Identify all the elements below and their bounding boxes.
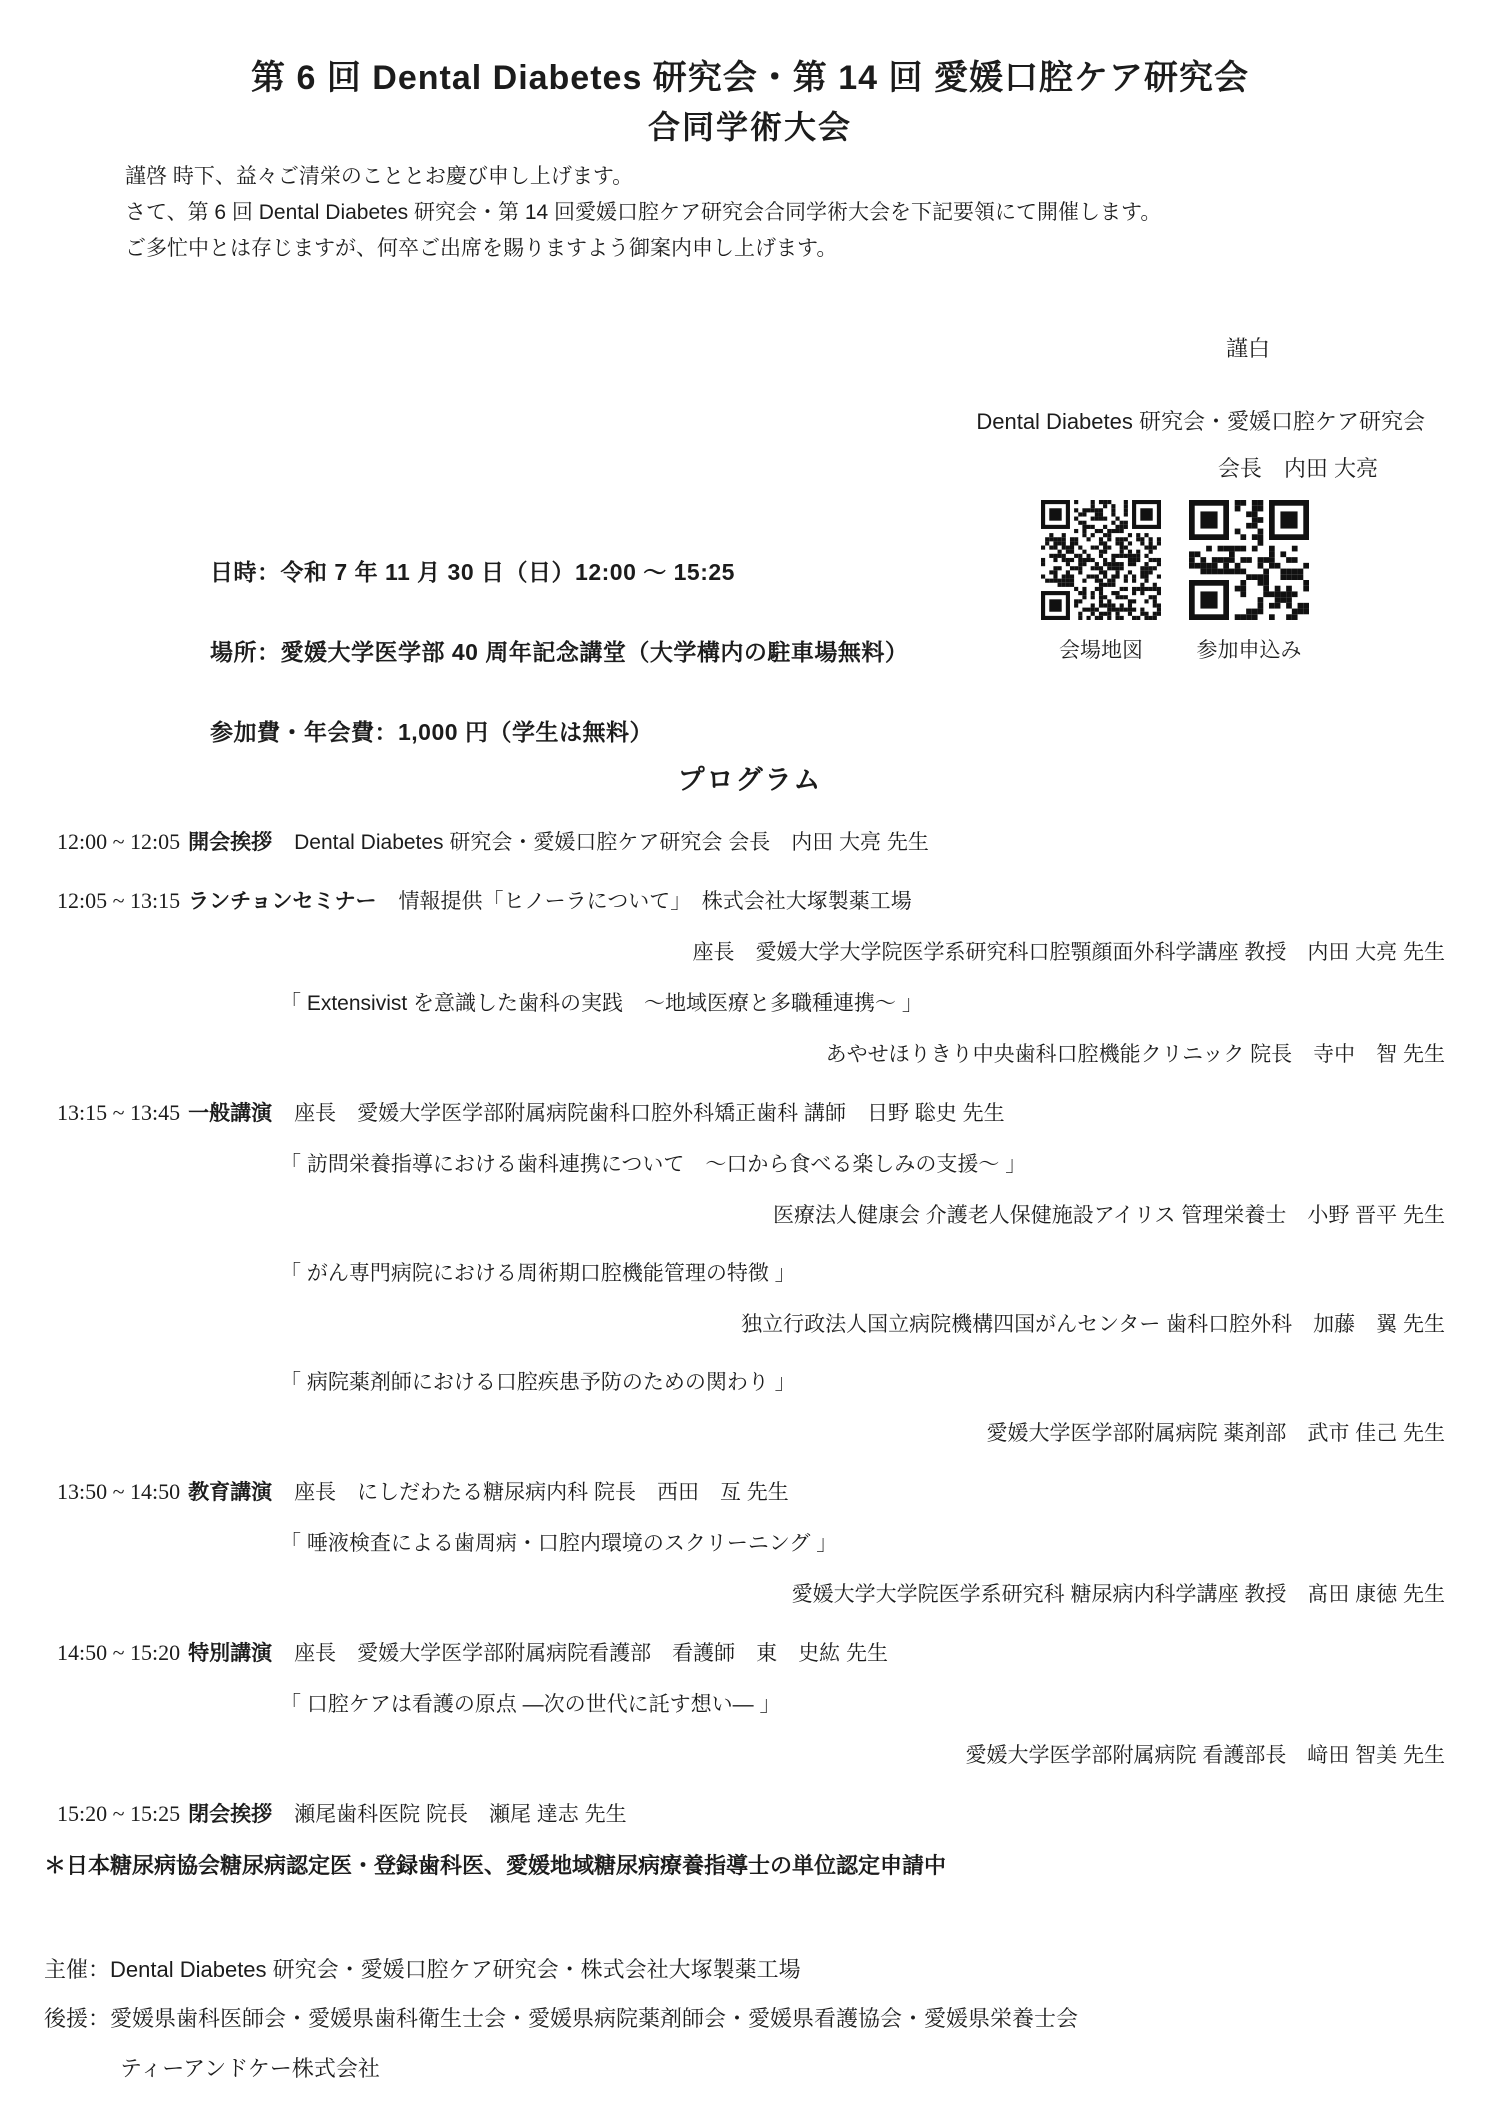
event-fee: 参加費・年会費：1,000 円（学生は無料） [210, 719, 653, 745]
signature-organization: Dental Diabetes 研究会・愛媛口腔ケア研究会 [976, 409, 1425, 434]
program-session-luncheon [0, 887, 1500, 916]
session-detail: Dental Diabetes 研究会・愛媛口腔ケア研究会 会長 内田 大亮 先生 [294, 831, 929, 854]
greeting-line-1: 謹啓 時下、益々ご清栄のこととお慶び申し上げます。 [125, 165, 634, 188]
session-detail: 情報提供「ヒノーラについて」 株式会社大塚製薬工場 [398, 890, 912, 913]
certification-note: ＊日本糖尿病協会糖尿病認定医・登録歯科医、愛媛地域糖尿病療養指導士の単位認定申請中 [44, 1853, 947, 1878]
session-detail: 座長 愛媛大学医学部附属病院看護部 看護師 東 史紘 先生 [294, 1642, 888, 1665]
session-detail: 瀬尾歯科医院 院長 瀬尾 達志 先生 [294, 1803, 627, 1826]
session-detail: 座長 にしだわたる糖尿病内科 院長 西田 亙 先生 [294, 1481, 789, 1504]
session-time: 14:50 ~ 15:20 [57, 1640, 181, 1665]
event-venue: 場所：愛媛大学医学部 40 周年記念講堂（大学構内の駐車場無料） [210, 639, 909, 665]
greeting-line-2: さて、第 6 回 Dental Diabetes 研究会・第 14 回愛媛口腔ケア研究会合同学術大会を下記要領にて開催します。 [125, 201, 1162, 224]
talk-speaker: 独立行政法人国立病院機構四国がんセンター 歯科口腔外科 加藤 翼 先生 [741, 1313, 1445, 1336]
talk-title: 「 訪問栄養指導における歯科連携について ～口から食べる楽しみの支援～ 」 [280, 1153, 1027, 1176]
registration-qr-code [1189, 500, 1309, 620]
page-title-line2: 合同学術大会 [647, 109, 852, 145]
program-session-general [0, 1099, 1500, 1128]
event-datetime: 日時：令和 7 年 11 月 30 日（日）12:00 ～ 15:25 [210, 559, 735, 585]
session-label: 特別講演 [188, 1642, 273, 1665]
talk-title: 「 Extensivist を意識した歯科の実践 ～地域医療と多職種連携～ 」 [280, 992, 923, 1015]
venue-map-qr-code [1041, 500, 1161, 620]
page-title-line1: 第 6 回 Dental Diabetes 研究会・第 14 回 愛媛口腔ケア研究会 [251, 59, 1249, 97]
venue-map-qr-label: 会場地図 [1059, 639, 1143, 662]
program-session-special [0, 1639, 1500, 1668]
talk-speaker: 医療法人健康会 介護老人保健施設アイリス 管理栄養士 小野 晋平 先生 [772, 1204, 1445, 1227]
program-session-educational [0, 1478, 1500, 1507]
greeting-closing: 謹白 [1225, 336, 1270, 361]
program-header: プログラム [677, 765, 823, 795]
venue-map-qr-column [1040, 500, 1162, 664]
session-label: 開会挨拶 [188, 831, 273, 854]
talk-speaker: あやせほりきり中央歯科口腔機能クリニック 院長 寺中 智 先生 [825, 1043, 1445, 1066]
session-time: 13:50 ~ 14:50 [57, 1479, 181, 1504]
talk-speaker: 愛媛大学大学院医学系研究科 糖尿病内科学講座 教授 髙田 康徳 先生 [791, 1583, 1445, 1606]
session-label: 閉会挨拶 [188, 1803, 273, 1826]
session-label: ランチョンセミナー [188, 890, 377, 913]
talk-title: 「 唾液検査による歯周病・口腔内環境のスクリーニング 」 [280, 1532, 838, 1555]
program-session-closing [0, 1800, 1500, 1829]
program-session-opening [0, 828, 1500, 857]
session-time: 12:00 ~ 12:05 [57, 829, 181, 854]
session-time: 13:15 ~ 13:45 [57, 1100, 181, 1125]
talk-speaker: 愛媛大学医学部附属病院 薬剤部 武市 佳己 先生 [986, 1422, 1445, 1445]
session-detail: 座長 愛媛大学医学部附属病院歯科口腔外科矯正歯科 講師 日野 聡史 先生 [294, 1102, 1005, 1125]
session-label: 一般講演 [188, 1102, 273, 1125]
talk-title: 「 病院薬剤師における口腔疾患予防のための関わり 」 [280, 1371, 796, 1394]
registration-qr-column [1188, 500, 1310, 664]
talk-title: 「 がん専門病院における周術期口腔機能管理の特徴 」 [280, 1262, 796, 1285]
talk-title: 「 口腔ケアは看護の原点 ―次の世代に託す想い― 」 [280, 1693, 781, 1716]
session-label: 教育講演 [188, 1481, 273, 1504]
talk-speaker: 愛媛大学医学部附属病院 看護部長 﨑田 智美 先生 [965, 1744, 1445, 1767]
greeting-line-3: ご多忙中とは存じますが、何卒ご出席を賜りますよう御案内申し上げます。 [125, 237, 838, 260]
signature-president: 会長 内田 大亮 [1217, 456, 1378, 481]
session-time: 15:20 ~ 15:25 [57, 1801, 181, 1826]
footer-support-line2: ティーアンドケー株式会社 [120, 2056, 380, 2081]
footer-support-line1: 後援：愛媛県歯科医師会・愛媛県歯科衛生士会・愛媛県病院薬剤師会・愛媛県看護協会・愛媛県栄養士会 [44, 2006, 1079, 2031]
session-time: 12:05 ~ 13:15 [57, 888, 181, 913]
registration-qr-label: 参加申込み [1196, 639, 1302, 662]
session-chair: 座長 愛媛大学大学院医学系研究科口腔顎顔面外科学講座 教授 内田 大亮 先生 [692, 941, 1445, 964]
program-list [0, 828, 1500, 1829]
qr-code-section [1040, 500, 1370, 664]
footer-host: 主催：Dental Diabetes 研究会・愛媛口腔ケア研究会・株式会社大塚製薬工場 [44, 1957, 801, 1982]
